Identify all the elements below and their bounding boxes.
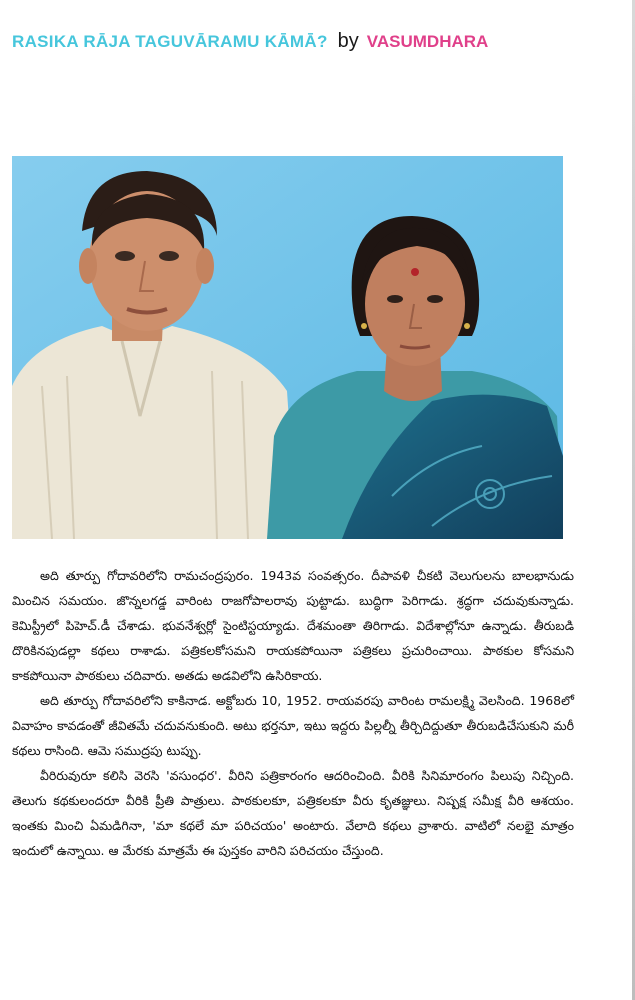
paragraph-rajagopalarao: అది తూర్పు గోదావరిలోని రామచంద్రపురం. 1943వ సంవత్సరం. దీపావళి చీకటి వెలుగులను బాలభానుడు మించిన సమయం. జొన్నలగడ్డ వారింట రాజగోపాలరావు పుట్టాడు. బుద్ధిగా పెరిగాడు. శ్రద్ధగా చదువుకున్నాడు. కెమిస్ట్రీలో పిహెచ్.డీ చేశాడు. భువనేశ్వర్లో సైంటిస్టయ్యాడు. దేశమంతా తిరిగాడు. విదేశాల్లోనూ ఉన్నాడు. తీరుబడి దొరికినపుడల్లా కథలు రాశాడు. పత్రికలకోసమని రాయకపోయినా పత్రికలు ప్రచురించాయి. పాఠకుల కోసమని కాకపోయినా పాఠకులు చదివారు. అతడు అడవిలోని ఉసిరికాయ.: [12, 568, 574, 683]
book-title: RASIKA RĀJA TAGUVĀRAMU KĀMĀ?: [12, 32, 328, 51]
paragraph-vasundhara: వీరిరువురూ కలిసి వెరసి 'వసుంధర'. వీరిని పత్రికారంగం ఆదరించింది. వీరికి సినిమారంగం పిలుపు నిచ్చింది. తెలుగు కథకులందరూ వీరికి ప్రీతి పాత్రులు. పాఠకులకూ, పత్రికలకూ వీరు కృతజ్ఞులు. నిష్పక్ష సమీక్ష వీరి ఆశయం. ఇంతకు మించి ఏమడిగినా, 'మా కథలే మా పరిచయం' అంటారు. వేలాది కథలు వ్రాశారు. వాటిలో నలభై మాత్రం ఇందులో ఉన్నాయి. ఆ మేరకు మాత్రమే ఈ పుస్తకం వారిని పరిచయం చేస్తుంది.: [12, 768, 574, 858]
page-header: [12, 30, 612, 56]
author-portrait-photo: [12, 156, 563, 539]
author-name: VASUMDHARA: [366, 32, 489, 51]
by-label: by: [337, 30, 359, 52]
paragraph-ramalakshmi: అది తూర్పు గోదావరిలోని కాకినాడ. అక్టోబరు 10, 1952. రాయవరపు వారింట రామలక్ష్మి వెలసింది. 1968లో వివాహం కావడంతో జీవితమే చదువనుకుంది. అటు భర్తనూ, ఇటు ఇద్దరు పిల్లల్నీ తీర్చిదిద్దుతూ తీరుబడిచేసుకుని మరీ కథలు రాసింది. ఆమె సముద్రపు టుప్పు.: [12, 693, 574, 758]
biography-text: [12, 563, 574, 863]
